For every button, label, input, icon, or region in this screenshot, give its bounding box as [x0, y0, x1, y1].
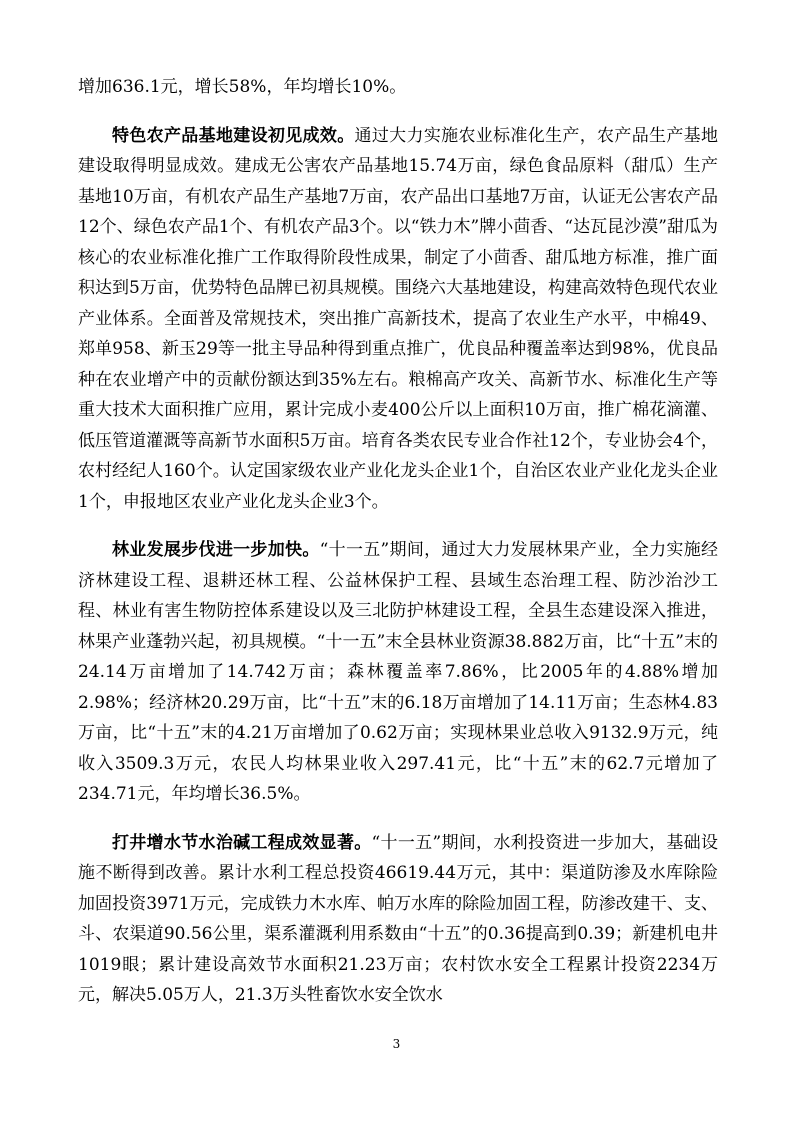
paragraph-water — [78, 828, 718, 1011]
page-number: 3 — [392, 1037, 401, 1051]
paragraph-forestry — [78, 535, 718, 810]
paragraph-body: 通过大力实施农业标准化生产，农产品生产基地建设取得明显成效。建成无公害农产品基地15.74万亩，绿色食品原料（甜瓜）生产基地10万亩，有机农产品生产基地7万亩，农产品出口基地7万亩，认证无公害农产品12个、绿色农产品1个、有机农产品3个。以“铁力木”牌小茴香、“达瓦昆沙漠”甜瓜为核心的农业标准化推广工作取得阶段性成果，制定了小茴香、甜瓜地方标准，推广面积达到5万亩，优势特色品牌已初具规模。围绕六大基地建设，构建高效特色现代农业产业体系。全面普及常规技术，突出推广高新技术，提高了农业生产水平，中棉49、郑单958、新玉29等一批主导品种得到重点推广，优良品种覆盖率达到98%，优良品种在农业增产中的贡献份额达到35%左右。粮棉高产攻关、高新节水、标准化生产等重大技术大面积推广应用，累计完成小麦400公斤以上面积10万亩，推广棉花滴灌、低压管道灌溉等高新节水面积5万亩。培育各类农民专业合作社12个，专业协会4个，农村经纪人160个。认定国家级农业产业化龙头企业1个，自治区农业产业化龙头企业1个，申报地区农业产业化龙头企业3个。 — [78, 125, 719, 512]
paragraph-body: “十一五”期间，通过大力发展林果产业，全力实施经济林建设工程、退耕还林工程、公益林保护工程、县域生态治理工程、防沙治沙工程、林业有害生物防控体系建设以及三北防护林建设工程，全县生态建设深入推进，林果产业蓬勃兴起，初具规模。“十一五”末全县林业资源38.882万亩，比“十五”末的24.14万亩增加了14.742万亩；森林覆盖率7.86%，比2005年的4.88%增加2.98%；经济林20.29万亩，比“十五”末的6.18万亩增加了14.11万亩；生态林4.83万亩，比“十五”末的4.21万亩增加了0.62万亩；实现林果业总收入9132.9万元，纯收入3509.3万元，农民人均林果业收入297.41元，比“十五”末的62.7元增加了234.71元，年均增长36.5%。 — [78, 540, 718, 804]
paragraph-agri-base — [78, 121, 718, 518]
paragraph-heading: 打井增水节水治碱工程成效显著。 — [112, 832, 372, 853]
paragraph-income — [78, 72, 718, 103]
document-body — [78, 72, 718, 1011]
paragraph-heading: 林业发展步伐进一步加快。 — [112, 540, 320, 560]
paragraph-heading: 特色农产品基地建设初见成效。 — [112, 125, 355, 146]
paragraph-body: 增加636.1元，增长58%，年均增长10%。 — [78, 77, 407, 97]
paragraph-body: “十一五”期间，水利投资进一步加大，基础设施不断得到改善。累计水利工程总投资46619.44万元，其中：渠道防渗及水库除险加固投资3971万元，完成铁力木水库、帕万水库的除险加固工程，防渗改建干、支、斗、农渠道90.56公里，渠系灌溉利用系数由“十五”的0.36提高到0.39；新建机电井1019眼；累计建设高效节水面积21.23万亩；农村饮水安全工程累计投资2234万元，解决5.05万人，21.3万头牲畜饮水安全饮水 — [78, 832, 718, 1005]
